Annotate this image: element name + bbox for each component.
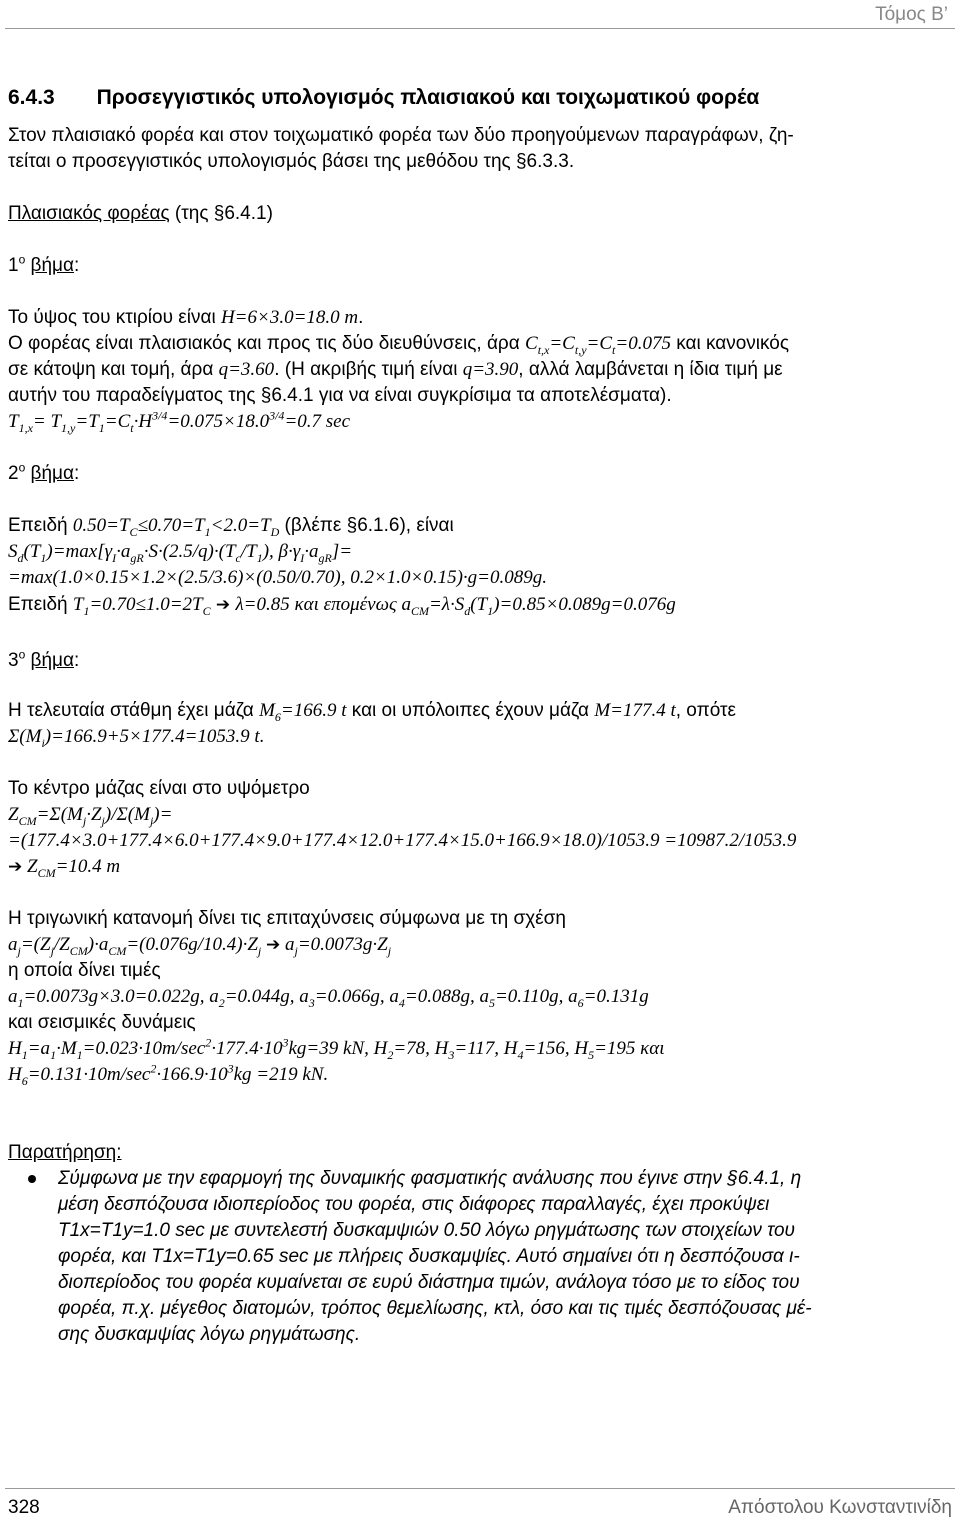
mass-line-1: Η τελευταία στάθμη έχει μάζα $M_6=166.9$ t και οι υπόλοιπες έχουν μάζα M=177.4 t, οπότε — [8, 700, 736, 724]
step2-label: $2^o$ βήμα: — [8, 460, 80, 484]
note-line-3: T1x=T1y=1.0 sec με συντελεστή δυσκαμψιών 0.50 λόγω ρηγμάτωσης των στοιχείων του — [58, 1220, 796, 1241]
height-line: Το ύψος του κτιρίου είναι H=6×3.0=18.0 m. — [8, 307, 364, 328]
frame-heading — [8, 201, 273, 227]
period-formula: $T_{1,x}= T_{1,y}=T_1=C_t\cdot H^{3/4}=0.075\times 18.0^{3/4}=0.7$ sec — [8, 408, 351, 435]
forces-intro: και σεισμικές δυνάμεις — [8, 1012, 196, 1033]
since-line-1: Επειδή $0.50=T_C\le 0.70=T_1<2.0=T_D$ (βλέπε §6.1.6), είναι — [8, 515, 454, 539]
note-line-7: σης δυσκαμψίας λόγω ρηγμάτωσης. — [58, 1324, 361, 1345]
section-number: 6.4.3 — [8, 86, 55, 109]
accel-formula: $a_j=(Z_j/Z_{CM})\cdot a_{CM}=(0.076g/10.4)\cdot Z_j$ ➔ $a_j=0.0073g\cdot Z_j$ — [8, 934, 392, 958]
zcm-value: =(177.4×3.0+177.4×6.0+177.4×9.0+177.4×12.0+177.4×15.0+166.9×18.0)/1053.9 =10987.2/1053.9 — [8, 830, 797, 851]
note-line-2: μέση δεσπόζουσα ιδιοπερίοδος του φορέα, στις διάφορες παραλλαγές, έχει προκύψει — [58, 1194, 770, 1215]
sd-value: =max(1.0×0.15×1.2×(2.5/3.6)×(0.50/0.70), 0.2×1.0×0.15)·g=0.089g. — [8, 567, 547, 588]
dist-intro: Η τριγωνική κατανομή δίνει τις επιταχύνσεις σύμφωνα με τη σχέση — [8, 908, 566, 929]
mass-line-2: $\Sigma(M_i)=166.9+5\times 177.4=1053.9$ t. — [8, 726, 265, 750]
footer-author: Απόστολου Κωνσταντινίδη — [728, 1497, 952, 1518]
footer-rule — [5, 1488, 955, 1489]
intro-line-1: Στον πλαισιακό φορέα και στον τοιχωματικό φορέα των δύο προηγούμενων παραγράφων, ζη- — [8, 125, 794, 146]
header-rule — [5, 28, 955, 29]
note-line-4: φορέα, και T1x=T1y=0.65 sec με πλήρεις δυσκαμψίες. Αυτό σημαίνει ότι η δεσπόζουσα ι- — [58, 1246, 800, 1267]
forces-line-2: $H_6=0.131\cdot 10m/\sec^2\cdot 166.9\cdot 10^3kg =219$ kN. — [8, 1061, 329, 1088]
accel-values: $a_1=0.0073g\times 3.0=0.022g$, $a_2=0.044g$, $a_3=0.066g$, $a_4=0.088g$, $a_5=0.110g$, $a_6=0.131g$ — [8, 986, 649, 1010]
section-heading — [8, 84, 759, 112]
note-line-6: φορέα, π.χ. μέγεθος διατομών, τρόπος θεμελίωσης, κτλ, όσο και τις τιμές δεσπόζουσας μέ- — [58, 1298, 812, 1319]
cm-intro: Το κέντρο μάζας είναι στο υψόμετρο — [8, 778, 310, 799]
forces-line-1: $H_1=a_1\cdot M_1=0.023\cdot 10m/\sec^2\cdot 177.4\cdot 10^3kg=39$ kN, $H_2=78$, $H_3=117$, $H_4=156$, $H_5=195$ και — [8, 1035, 665, 1062]
note-bullet — [28, 1175, 36, 1183]
ct-line: Ο φορέας είναι πλαισιακός και προς τις δύο διευθύνσεις, άρα $C_{t,x}=C_{t,y}=C_t=0.075$ και κανονικός — [8, 333, 790, 357]
step1-label: $1^o$ βήμα: — [8, 252, 80, 276]
note-label: Παρατήρηση: — [8, 1142, 122, 1163]
header-volume: Τόμος Β’ — [875, 4, 948, 25]
compare-line: αυτήν του παραδείγματος της §6.4.1 για να είναι συγκρίσιμα τα αποτελέσματα). — [8, 385, 672, 406]
intro-line-2: τείται ο προσεγγιστικός υπολογισμός βάσει της μεθόδου της §6.3.3. — [8, 151, 575, 172]
zcm-formula: $Z_{CM}=\Sigma(M_j\cdot Z_j)/\Sigma(M_j)=$ — [8, 804, 173, 828]
sd-formula: $S_d(T_1)=\max[\gamma_I\cdot a_{gR}\cdot S\cdot(2.5/q)\cdot(T_c/T_1)$, $\beta\cdot\gamma_I\cdot a_{gR}]=$ — [8, 541, 353, 565]
note-line-1: Σύμφωνα με την εφαρμογή της δυναμικής φασματικής ανάλυσης που έγινε στην §6.4.1, η — [58, 1168, 802, 1189]
frame-heading-underlined: Πλαισιακός φορέας — [8, 203, 170, 224]
zcm-result: ➔ $Z_{CM}=10.4$ m — [8, 856, 121, 880]
step3-label: $3^o$ βήμα: — [8, 647, 80, 671]
note-line-5: διοπερίοδος του φορέα κυμαίνεται σε ευρύ διάστημα τιμών, ανάλογα τόσο με το είδος του — [58, 1272, 800, 1293]
q-line: σε κάτοψη και τομή, άρα q=3.60. (Η ακριβής τιμή είναι q=3.90, αλλά λαμβάνεται η ίδια τιμή με — [8, 359, 783, 380]
footer-page-number: 328 — [8, 1497, 40, 1518]
section-title: Προσεγγιστικός υπολογισμός πλαισιακού και τοιχωματικού φορέα — [96, 86, 760, 109]
since-line-2: Επειδή $T_1=0.70\le 1.0=2T_C$ ➔ λ=0.85 και επομένως $a_{CM}=\lambda\cdot S_d(T_1)=0.85\times 0.089g=0.076g$ — [8, 594, 676, 618]
frame-heading-rest: (της §6.4.1) — [169, 203, 273, 224]
values-intro: η οποία δίνει τιμές — [8, 960, 161, 981]
